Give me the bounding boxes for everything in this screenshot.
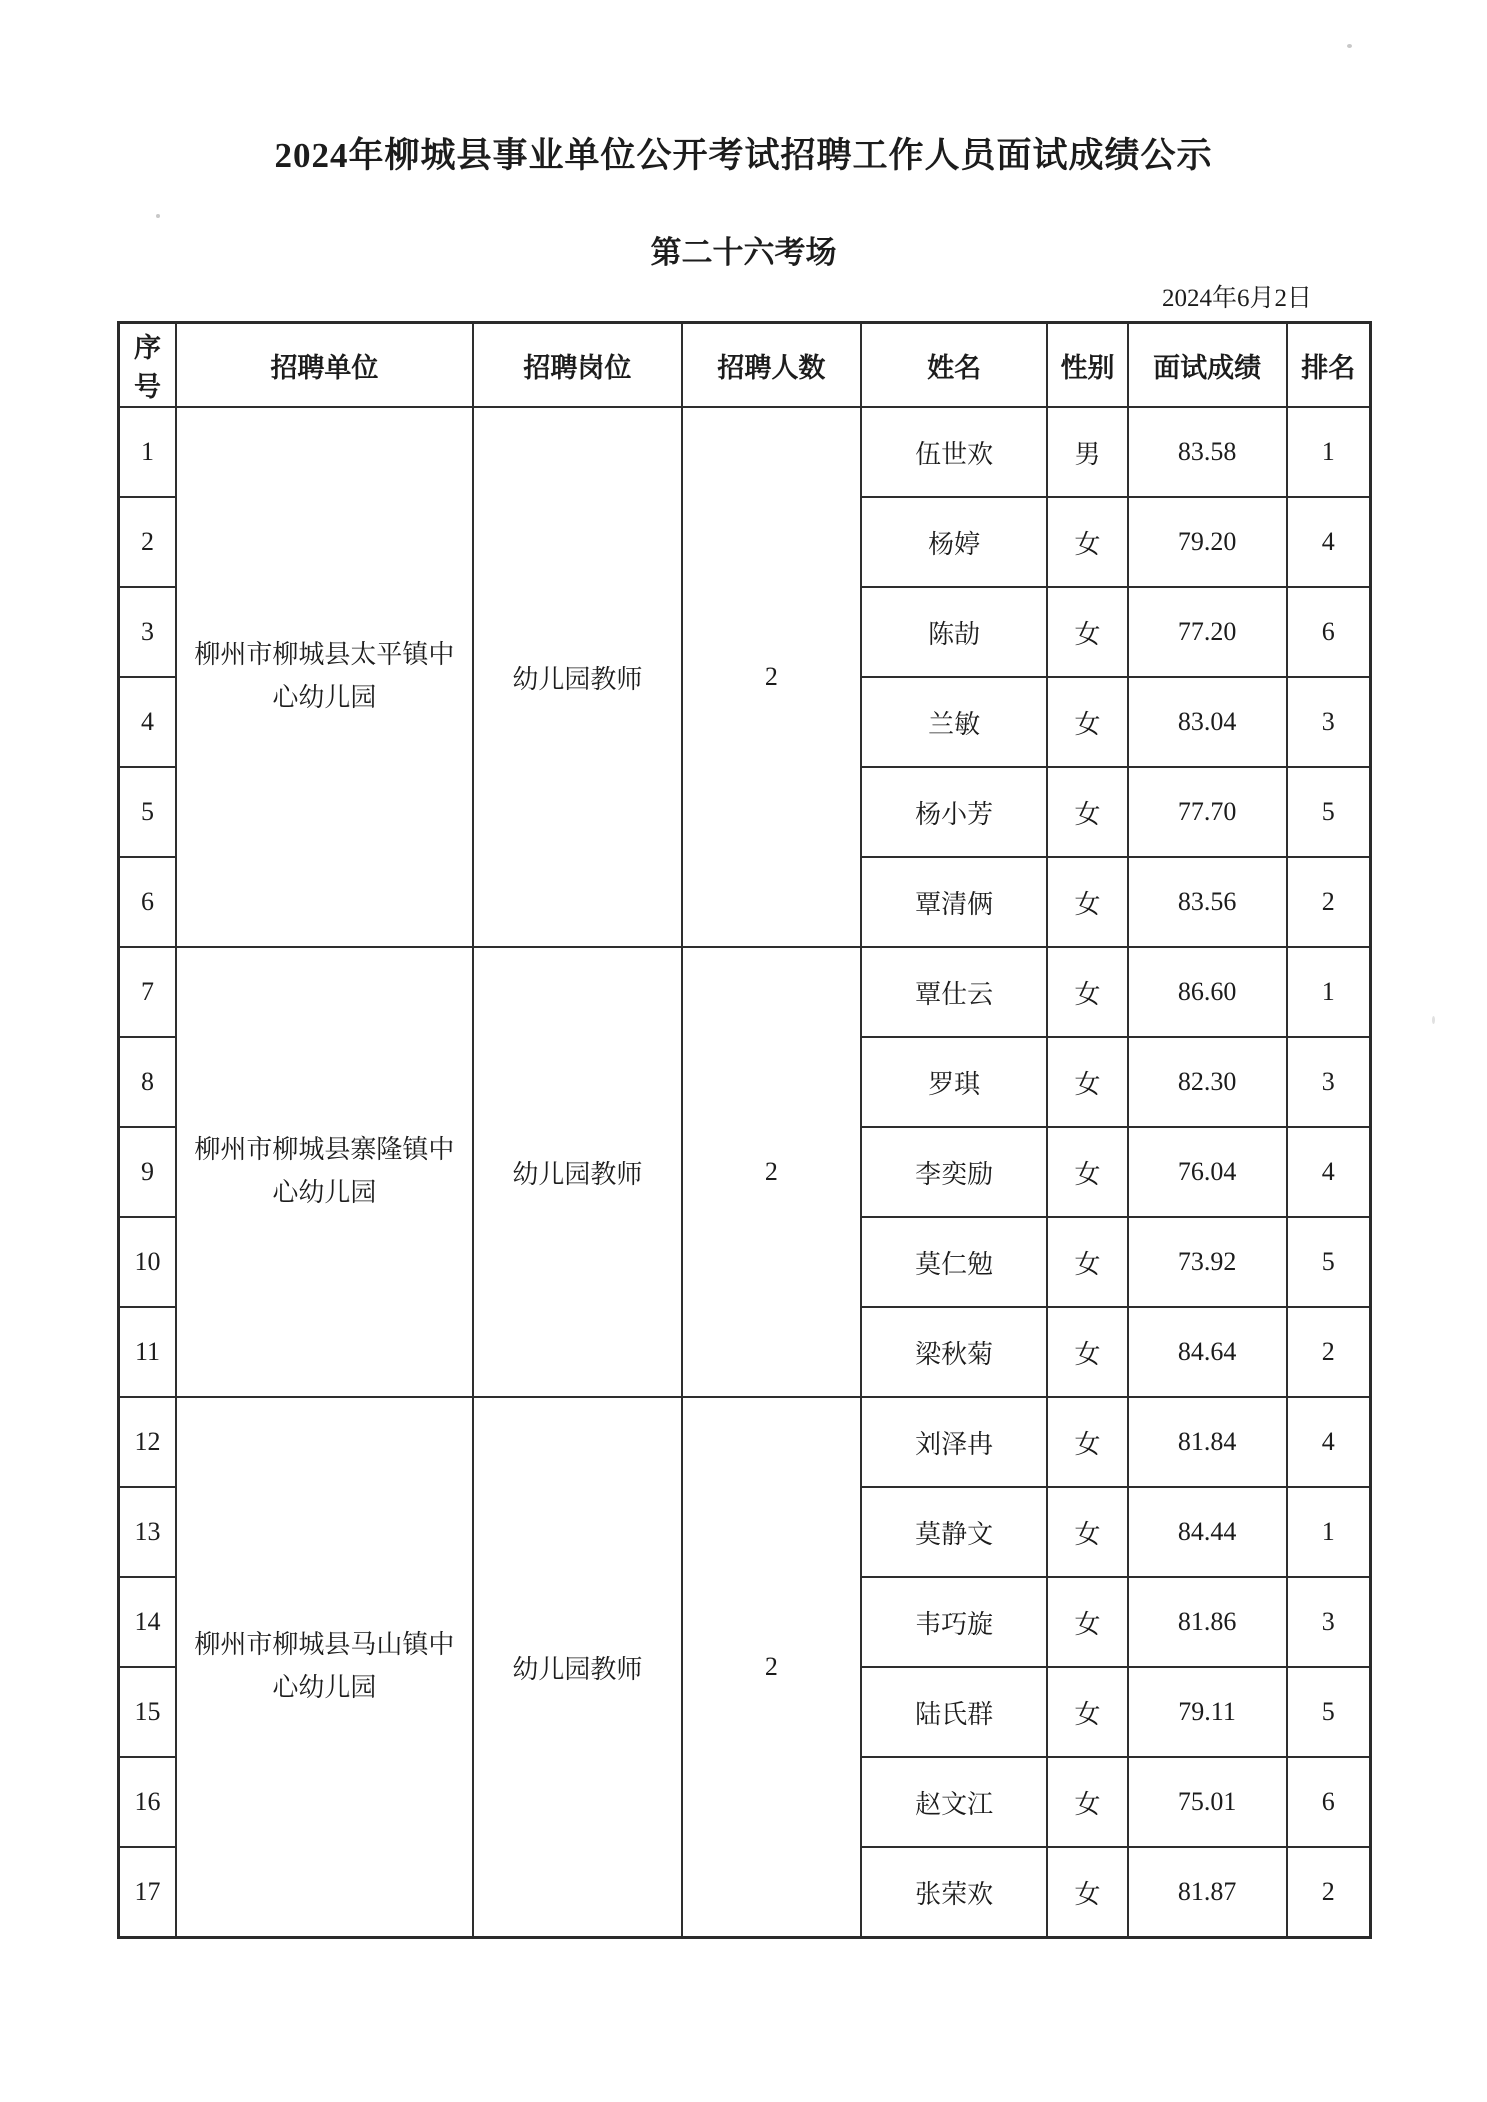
cell-rank: 1 — [1287, 1487, 1371, 1577]
cell-name: 伍世欢 — [861, 407, 1048, 497]
cell-index: 4 — [119, 677, 177, 767]
cell-rank: 5 — [1287, 1667, 1371, 1757]
column-header: 序号 — [119, 323, 177, 408]
cell-position: 幼儿园教师 — [473, 1397, 682, 1938]
scan-speck — [1347, 44, 1352, 48]
cell-gender: 女 — [1047, 1847, 1127, 1938]
cell-score: 77.20 — [1128, 587, 1287, 677]
cell-rank: 3 — [1287, 677, 1371, 767]
cell-score: 77.70 — [1128, 767, 1287, 857]
table-row — [119, 1397, 1371, 1487]
cell-score: 79.11 — [1128, 1667, 1287, 1757]
cell-gender: 女 — [1047, 947, 1127, 1037]
cell-score: 76.04 — [1128, 1127, 1287, 1217]
cell-openings: 2 — [682, 407, 861, 947]
cell-index: 8 — [119, 1037, 177, 1127]
cell-score: 81.86 — [1128, 1577, 1287, 1667]
cell-gender: 女 — [1047, 497, 1127, 587]
cell-index: 16 — [119, 1757, 177, 1847]
cell-name: 杨婷 — [861, 497, 1048, 587]
table-row — [119, 407, 1371, 497]
column-header: 性别 — [1047, 323, 1127, 408]
cell-index: 12 — [119, 1397, 177, 1487]
cell-score: 82.30 — [1128, 1037, 1287, 1127]
cell-rank: 6 — [1287, 587, 1371, 677]
cell-rank: 2 — [1287, 1847, 1371, 1938]
table-row — [119, 947, 1371, 1037]
cell-rank: 5 — [1287, 767, 1371, 857]
cell-name: 陈劼 — [861, 587, 1048, 677]
cell-name: 罗琪 — [861, 1037, 1048, 1127]
cell-index: 2 — [119, 497, 177, 587]
cell-index: 17 — [119, 1847, 177, 1938]
cell-name: 李奕励 — [861, 1127, 1048, 1217]
cell-index: 6 — [119, 857, 177, 947]
table-head — [119, 323, 1371, 408]
column-header: 招聘人数 — [682, 323, 861, 408]
cell-name: 覃清俩 — [861, 857, 1048, 947]
column-header: 招聘岗位 — [473, 323, 682, 408]
column-header: 排名 — [1287, 323, 1371, 408]
cell-score: 81.84 — [1128, 1397, 1287, 1487]
page-title: 2024年柳城县事业单位公开考试招聘工作人员面试成绩公示 — [274, 136, 1213, 175]
cell-position: 幼儿园教师 — [473, 947, 682, 1397]
column-header: 姓名 — [861, 323, 1048, 408]
cell-gender: 女 — [1047, 1577, 1127, 1667]
cell-gender: 女 — [1047, 1397, 1127, 1487]
cell-name: 韦巧旋 — [861, 1577, 1048, 1667]
cell-rank: 6 — [1287, 1757, 1371, 1847]
page-subtitle: 第二十六考场 — [650, 235, 837, 270]
cell-score: 84.44 — [1128, 1487, 1287, 1577]
cell-name: 刘泽冉 — [861, 1397, 1048, 1487]
cell-index: 3 — [119, 587, 177, 677]
cell-gender: 女 — [1047, 767, 1127, 857]
cell-gender: 女 — [1047, 677, 1127, 767]
cell-openings: 2 — [682, 1397, 861, 1938]
scan-speck — [1432, 1016, 1435, 1024]
cell-score: 81.87 — [1128, 1847, 1287, 1938]
cell-index: 7 — [119, 947, 177, 1037]
table-body — [119, 407, 1371, 1938]
cell-score: 73.92 — [1128, 1217, 1287, 1307]
cell-rank: 2 — [1287, 857, 1371, 947]
cell-rank: 2 — [1287, 1307, 1371, 1397]
cell-name: 梁秋菊 — [861, 1307, 1048, 1397]
cell-name: 莫静文 — [861, 1487, 1048, 1577]
cell-name: 覃仕云 — [861, 947, 1048, 1037]
cell-name: 赵文江 — [861, 1757, 1048, 1847]
cell-openings: 2 — [682, 947, 861, 1397]
cell-gender: 女 — [1047, 857, 1127, 947]
cell-score: 83.58 — [1128, 407, 1287, 497]
cell-name: 陆氏群 — [861, 1667, 1048, 1757]
cell-rank: 4 — [1287, 1127, 1371, 1217]
cell-index: 9 — [119, 1127, 177, 1217]
cell-position: 幼儿园教师 — [473, 407, 682, 947]
score-table — [117, 321, 1372, 1939]
cell-index: 13 — [119, 1487, 177, 1577]
cell-gender: 女 — [1047, 1217, 1127, 1307]
cell-score: 83.04 — [1128, 677, 1287, 767]
cell-unit: 柳州市柳城县寨隆镇中心幼儿园 — [176, 947, 473, 1397]
column-header: 面试成绩 — [1128, 323, 1287, 408]
cell-unit: 柳州市柳城县马山镇中心幼儿园 — [176, 1397, 473, 1938]
cell-index: 14 — [119, 1577, 177, 1667]
cell-gender: 女 — [1047, 587, 1127, 677]
cell-rank: 4 — [1287, 1397, 1371, 1487]
cell-name: 杨小芳 — [861, 767, 1048, 857]
cell-index: 1 — [119, 407, 177, 497]
cell-score: 83.56 — [1128, 857, 1287, 947]
cell-gender: 女 — [1047, 1667, 1127, 1757]
cell-gender: 女 — [1047, 1757, 1127, 1847]
cell-gender: 女 — [1047, 1127, 1127, 1217]
cell-unit: 柳州市柳城县太平镇中心幼儿园 — [176, 407, 473, 947]
cell-rank: 1 — [1287, 947, 1371, 1037]
scan-speck — [156, 214, 160, 218]
date-label: 2024年6月2日 — [1161, 285, 1312, 312]
cell-name: 张荣欢 — [861, 1847, 1048, 1938]
cell-gender: 女 — [1047, 1307, 1127, 1397]
cell-gender: 男 — [1047, 407, 1127, 497]
cell-index: 5 — [119, 767, 177, 857]
cell-index: 10 — [119, 1217, 177, 1307]
header-row — [119, 323, 1371, 408]
cell-rank: 3 — [1287, 1577, 1371, 1667]
cell-gender: 女 — [1047, 1487, 1127, 1577]
cell-name: 莫仁勉 — [861, 1217, 1048, 1307]
cell-index: 15 — [119, 1667, 177, 1757]
cell-score: 84.64 — [1128, 1307, 1287, 1397]
cell-name: 兰敏 — [861, 677, 1048, 767]
column-header: 招聘单位 — [176, 323, 473, 408]
cell-rank: 1 — [1287, 407, 1371, 497]
cell-rank: 4 — [1287, 497, 1371, 587]
cell-score: 86.60 — [1128, 947, 1287, 1037]
cell-rank: 3 — [1287, 1037, 1371, 1127]
cell-rank: 5 — [1287, 1217, 1371, 1307]
cell-score: 79.20 — [1128, 497, 1287, 587]
cell-score: 75.01 — [1128, 1757, 1287, 1847]
cell-index: 11 — [119, 1307, 177, 1397]
cell-gender: 女 — [1047, 1037, 1127, 1127]
